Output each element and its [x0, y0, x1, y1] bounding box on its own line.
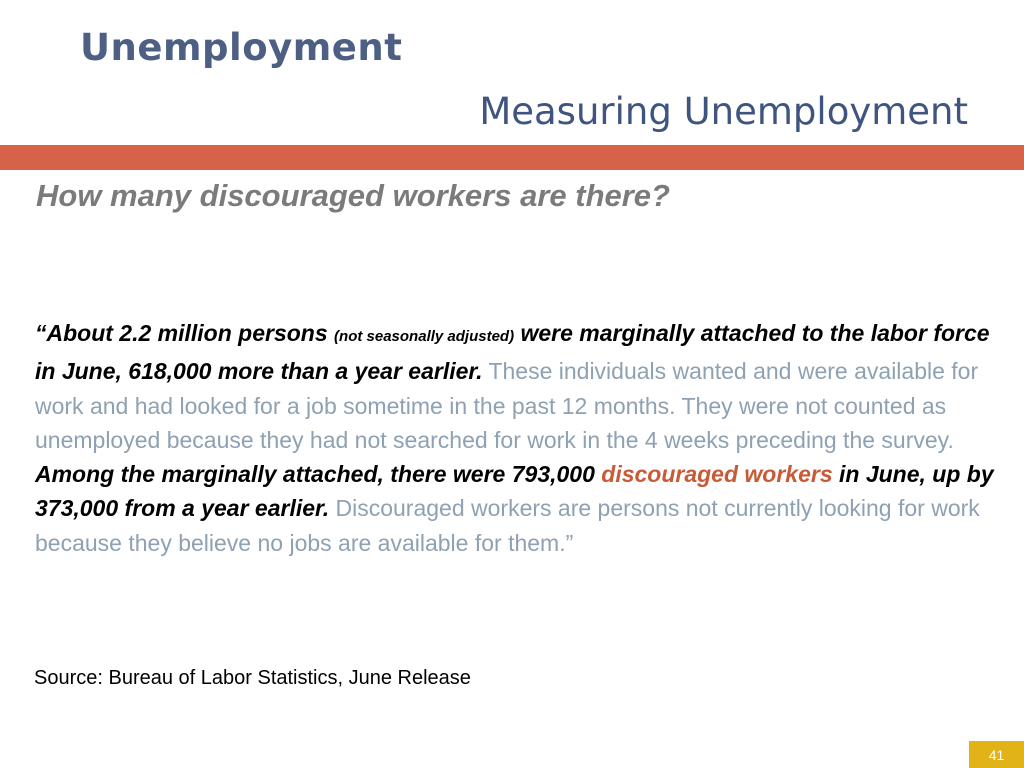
quote-note: (not seasonally adjusted)	[334, 328, 515, 345]
quote-highlight: discouraged workers	[601, 461, 833, 488]
quote-lead: About 2.2 million persons	[46, 320, 328, 346]
quote-explanation: These individuals wanted and were available for work and had looked for a job sometime in the past 12 months. They were not counted as unemployed because they had not searched for work in the 4 weeks preceding the survey.	[35, 358, 979, 453]
quote-definition: Discouraged workers are persons not currently looking for work because they believe no jobs are available for them.”	[35, 495, 980, 556]
question-heading: How many discouraged workers are there?	[36, 178, 670, 213]
quote-update: in June, up by 373,000 from a year earlier.	[35, 461, 994, 522]
quote-main: were marginally attached to the labor force in June, 618,000 more than a year earlier.	[35, 320, 990, 385]
page-number: 41	[969, 741, 1024, 768]
slide-title: Unemployment	[80, 26, 403, 69]
accent-bar	[0, 145, 1024, 170]
slide-subtitle: Measuring Unemployment	[479, 90, 968, 133]
quote-open-mark: “	[35, 320, 47, 346]
quote-paragraph	[35, 316, 995, 560]
quote-among: Among the marginally attached, there were 793,000	[35, 461, 602, 488]
source-note: Source: Bureau of Labor Statistics, June Release	[34, 667, 471, 689]
